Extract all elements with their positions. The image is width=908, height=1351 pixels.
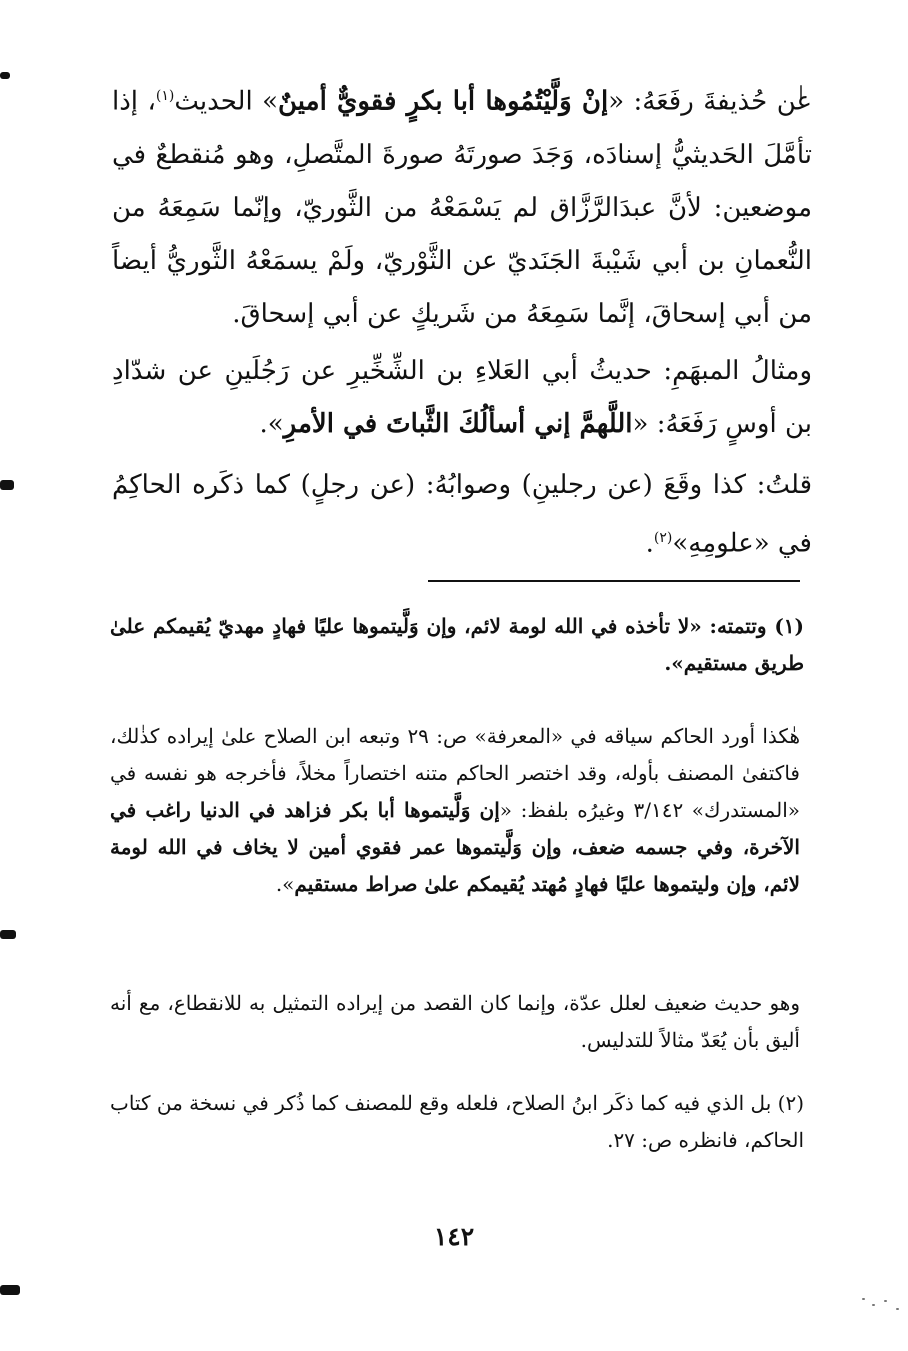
footnote-1-commentary-quote: إن وَلَّيتموها أبا بكر فزاهد في الدنيا راغب في الآخرة، وفي جسمه ضعف، وإن وَلَّيتموها عمر فقوي أمين لا يخاف في الله لومة لائم، وإن وليتموها عليًا فهادٍ مُهتد يُقيمكم علىٰ صراط مستقيم xyxy=(110,798,800,896)
footnote-1-number: (١) xyxy=(774,614,804,638)
p2-quote: اللَّهمَّ إني أسألُكَ الثَّباتَ في الأمرِ xyxy=(283,409,633,439)
footnote-1-end: ». xyxy=(664,651,684,675)
footnote-marker-1[interactable]: (١) xyxy=(155,88,175,104)
scan-speck xyxy=(862,1298,865,1300)
main-paragraph-1 xyxy=(112,70,812,341)
footnote-1-commentary-end: ». xyxy=(275,872,295,896)
main-paragraph-3 xyxy=(112,459,812,571)
scan-mark xyxy=(0,72,10,79)
p1-rest: ، إذا تأمَّلَ الحَديثيُّ إسنادَه، وَجَدَ صورتَهُ صورةَ المتَّصلِ، وهو مُنقطعٌ في موضعين: لأنَّ عبدَالرَّزَّاق لم يَسْمَعْهُ من الثَّوريّ، وإنّما سَمِعَهُ من النُّعمانِ بن أبي شَيْبةَ الجَنَديّ عن الثَّوْريّ، ولَمْ يسمَعْهُ الثَّوريُّ أيضاً من أبي إسحاقَ، إنَّما سَمِعَهُ من شَريكٍ عن أبي إسحاقَ. xyxy=(112,86,812,329)
p1-intro: عن حُذيفةَ رفَعَهُ: « xyxy=(608,86,812,117)
footnote-marker-2[interactable]: (٢) xyxy=(653,530,673,546)
p3-end: . xyxy=(645,528,654,559)
footnote-2-number: (٢) xyxy=(777,1091,805,1115)
footnote-2-text: بل الذي فيه كما ذكَر ابنُ الصلاح، فلعله وقع للمصنف كما ذُكر في نسخة من كتاب الحاكم، فانظره ص: ٢٧. xyxy=(110,1091,804,1152)
footnote-separator xyxy=(428,580,800,582)
main-paragraph-2 xyxy=(112,345,812,451)
footnote-1-intro: وتتمته: « xyxy=(689,614,767,638)
footnote-1-conclusion: وهو حديث ضعيف لعلل عدّة، وإنما كان القصد من إيراده التمثيل به للانقطاع، مع أنه أليق بأن يُعَدّ مثالاً للتدليس. xyxy=(110,991,800,1052)
scan-mark xyxy=(0,480,14,490)
scan-speck xyxy=(896,1308,899,1310)
scan-mark xyxy=(0,1285,20,1295)
scan-speck xyxy=(872,1304,875,1306)
p1-quote: إنْ وَلَّيْتُمُوها أبا بكرٍ فقويٌّ أمينٌ xyxy=(278,86,609,117)
p2-after-quote: ». xyxy=(259,409,284,439)
footnote-1 xyxy=(110,608,804,682)
footnote-2 xyxy=(110,1085,804,1159)
footnote-1-commentary-start: هٰكذا أورد الحاكم سياقه في «المعرفة» ص: ٢٩ وتبعه ابن الصلاح علىٰ إيراده كذٰلك، فاكتفىٰ المصنف بأوله، وقد اختصر الحاكم متنه اختصاراً مخلاً، فأخرجه هو نفسه في «المستدرك» ٣/١٤٢ وغيرُه بلفظ: « xyxy=(110,724,800,822)
footnote-1-quote: لا تأخذه في الله لومة لائم، وإن وَلَّيتموها عليًا فهادٍ مهديّ يُقيمكم علىٰ طريق مستقيم xyxy=(110,614,804,675)
footnote-1-commentary xyxy=(110,718,800,903)
p1-after-quote: » الحديث xyxy=(174,86,279,117)
page-number: ١٤٢ xyxy=(433,1222,475,1251)
p3-text: قلتُ: كذا وقَعَ (عن رجلينِ) وصوابُهُ: (عن رجلٍ) كما ذكَره الحاكِمُ في «علومِهِ» xyxy=(112,470,812,559)
p2-intro: ومثالُ المبهَمِ: حديثُ أبي العَلاءِ بن الشِّخِّيرِ عن رَجُلَينِ عن شدّادِ بن أوسٍ رَفَعَهُ: « xyxy=(112,356,812,439)
scan-mark xyxy=(0,930,16,939)
scan-speck xyxy=(884,1300,887,1302)
